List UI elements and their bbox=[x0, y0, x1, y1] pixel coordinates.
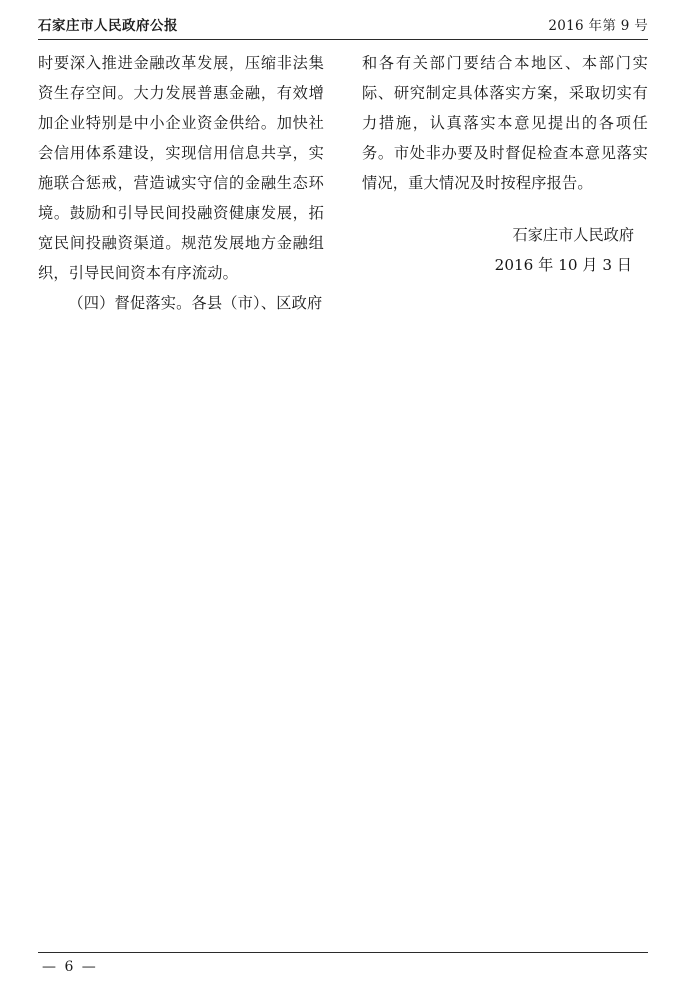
paragraph-continued-left: 时要深入推进金融改革发展，压缩非法集资生存空间。大力发展普惠金融，有效增加企业特别是中小企业资金供给。加快社会信用体系建设，实现信用信息共享，实施联合惩戒，营造诚实守信的金融生态环境。鼓励和引导民间投融资健康发展，拓宽民间投融资渠道。规范发展地方金融组织，引导民间资本有序流动。 bbox=[38, 54, 324, 282]
right-column bbox=[362, 48, 648, 318]
running-head bbox=[38, 14, 648, 40]
left-column bbox=[38, 48, 324, 318]
paragraph-continued-right: 和各有关部门要结合本地区、本部门实际、研究制定具体落实方案，采取切实有力措施，认真落实本意见提出的各项任务。市处非办要及时督促检查本意见落实情况，重大情况及时按程序报告。 bbox=[362, 54, 648, 192]
page-number: — 6 — bbox=[42, 959, 98, 975]
signature-block bbox=[362, 220, 648, 280]
page-footer bbox=[38, 952, 648, 975]
signature-organization: 石家庄市人民政府 bbox=[512, 226, 634, 244]
body-columns bbox=[38, 48, 648, 318]
publication-title: 石家庄市人民政府公报 bbox=[38, 18, 178, 34]
issue-number: 2016 年第 9 号 bbox=[548, 18, 648, 34]
paragraph-item-four: （四）督促落实。各县（市）、区政府 bbox=[68, 294, 323, 312]
signature-date: 2016 年 10 月 3 日 bbox=[494, 256, 632, 274]
